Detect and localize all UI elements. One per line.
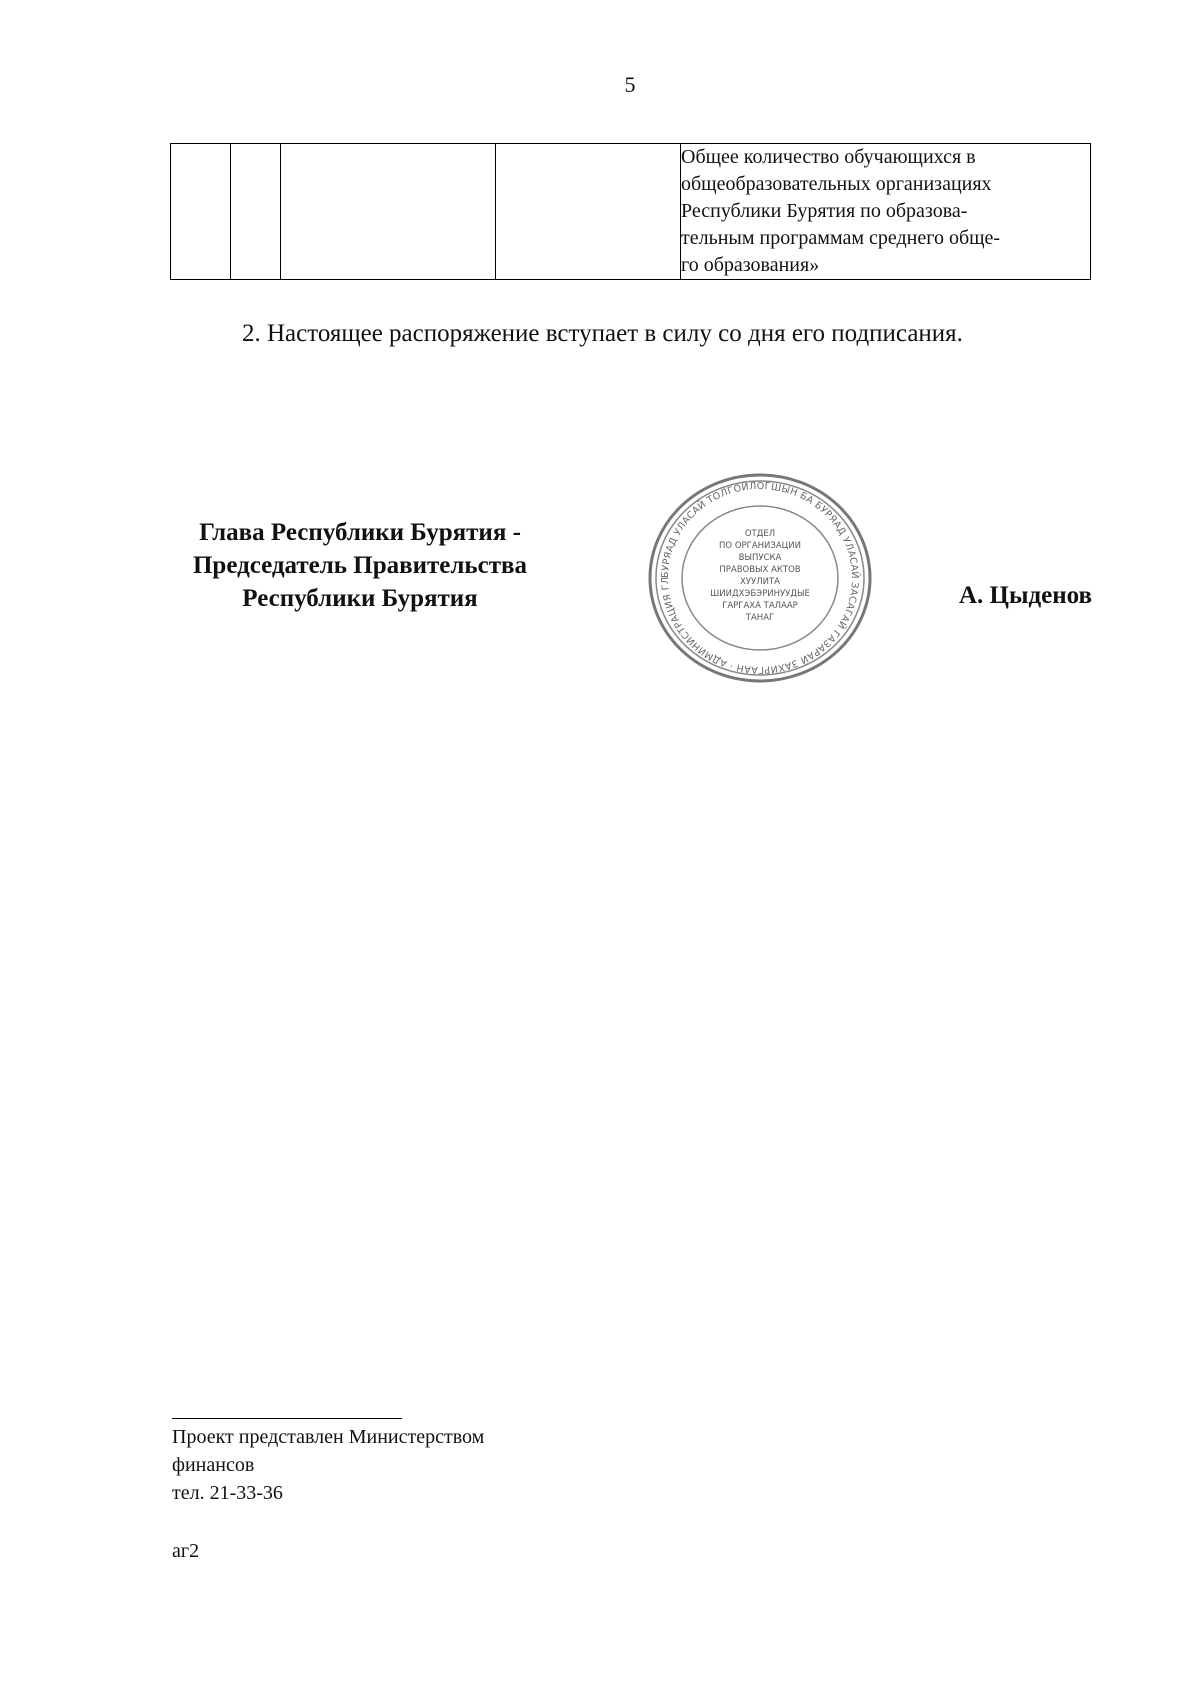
table-cell-empty-3 [281,144,496,280]
stamp-inner-line: ПО ОРГАНИЗАЦИИ [719,541,801,551]
footnote-line: Проект представлен Министерством [172,1426,485,1448]
continuation-table [170,143,1091,280]
stamp-seal-icon [645,470,875,685]
table-cell-empty-4 [496,144,681,280]
footnote-line: финансов [172,1454,255,1476]
table-cell-empty-1 [171,144,231,280]
signatory-title-line: Председатель Правительства [192,552,528,579]
stamp-inner-line: ВЫПУСКА [738,553,782,563]
signatory-name: А. Цыденов [958,582,1092,609]
description-line: Республики Бурятия по образова- [681,200,968,222]
footnote-line: тел. 21-33-36 [172,1482,283,1504]
stamp-inner-line: ХУУЛИТА [740,577,780,587]
stamp-inner-line: ОТДЕЛ [744,529,776,539]
footnote [172,1423,484,1507]
signatory-title-line: Республики Бурятия [242,585,478,612]
description-line: го образования» [681,254,820,276]
stamp-outer-text: БУРЯАД УЛАСАЙ ТОЛГОЙЛОГШЫН БА БУРЯАД УЛАСАЙ ЗАСАГАЙ ГАЗАРАЙ ЗАХИРГААН · АДМИНИСТРАЦИЯ ГЛ [659,480,861,676]
table-cell-empty-2 [231,144,281,280]
clause-2: 2. Настоящее распоряжение вступает в силу со дня его подписания. [242,320,963,347]
signatory-title-line: Глава Республики Бурятия - [199,519,521,546]
document-index: аг2 [172,1540,200,1562]
signatory-title [150,516,570,615]
description-line: общеобразовательных организациях [681,173,992,195]
description-line: тельным программам среднего обще- [681,227,1001,249]
stamp-inner-line: ТАНАГ [745,613,775,623]
official-stamp [645,470,875,685]
footnote-divider [172,1418,402,1419]
stamp-inner-line: ШИИДХЭБЭРИНУУДЫЕ [710,589,810,599]
stamp-inner-line: ГАРГАХА ТАЛААР [722,601,798,611]
stamp-inner-line: ПРАВОВЫХ АКТОВ [719,565,801,575]
table-cell-description [681,144,1091,280]
page-number: 5 [624,72,636,97]
table-row [171,144,1091,280]
description-line: Общее количество обучающихся в [681,146,976,168]
